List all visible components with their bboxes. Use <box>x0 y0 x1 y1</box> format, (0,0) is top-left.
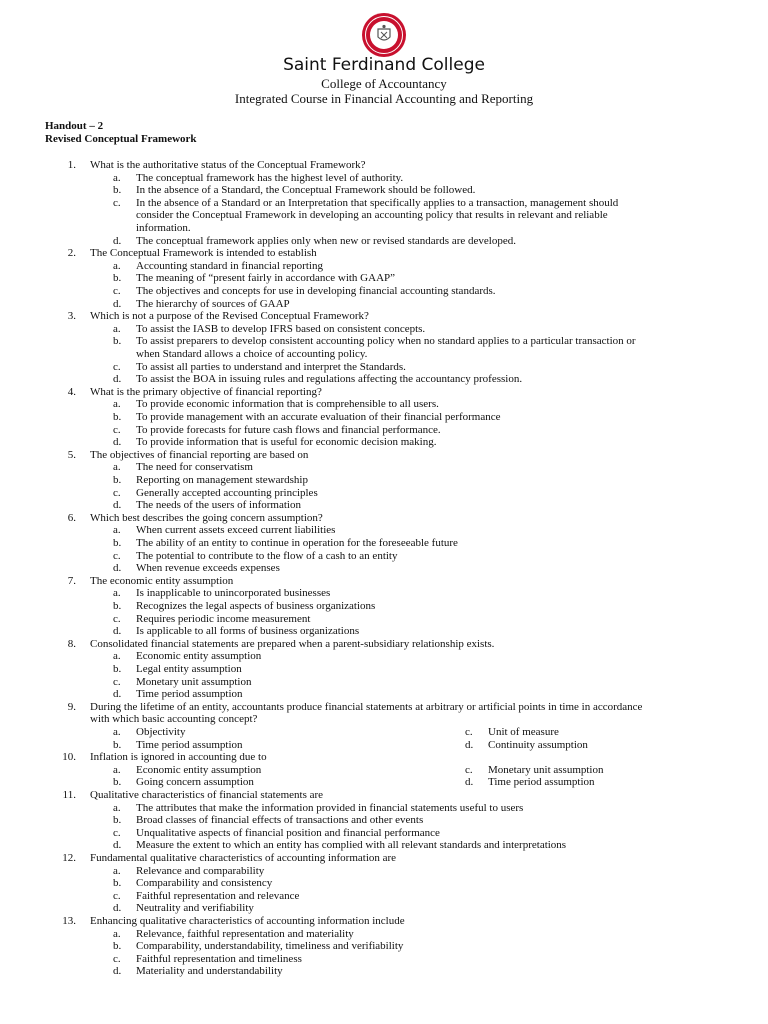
choice-text: Broad classes of financial effects of transactions and other events <box>136 814 424 827</box>
choice-letter: c. <box>113 826 121 839</box>
choice-text: Economic entity assumption <box>136 763 262 776</box>
question-number: 10. <box>62 751 76 764</box>
choice-text: consider the Conceptual Framework in developing an accounting policy that results in relevant and reliable <box>136 209 608 222</box>
choice-letter: d. <box>113 436 122 449</box>
question-text-continued: with which basic accounting concept? <box>90 713 258 726</box>
choice-text: Unqualitative aspects of financial position and financial performance <box>136 826 440 839</box>
choice-letter: c. <box>113 675 121 688</box>
choice-text: The objectives and concepts for use in developing financial accounting standards. <box>136 285 496 297</box>
choice-text: Economic entity assumption <box>136 650 262 663</box>
choice-text: Measure the extent to which an entity has complied with all relevant standards and interpretations <box>136 839 567 852</box>
choice-text: When revenue exceeds expenses <box>136 562 280 575</box>
choice-letter: c. <box>465 726 473 738</box>
choice-letter: b. <box>113 335 122 348</box>
question-text: Inflation is ignored in accounting due to <box>90 751 267 764</box>
choice-text: Time period assumption <box>136 688 243 701</box>
choice-text: To provide economic information that is comprehensible to all users. <box>136 398 439 411</box>
choice-letter: a. <box>113 763 121 776</box>
question-number: 11. <box>62 789 76 801</box>
choice-text: The needs of the users of information <box>136 499 301 512</box>
choice-text: To provide information that is useful for economic decision making. <box>136 436 437 449</box>
choice-text: Monetary unit assumption <box>488 763 604 776</box>
choice-text: The need for conservatism <box>136 461 253 474</box>
choice-letter: c. <box>113 196 121 209</box>
choice-letter: a. <box>113 864 121 877</box>
choice-letter: b. <box>113 272 122 285</box>
question-number: 8. <box>67 637 76 650</box>
choice-letter: d. <box>465 738 474 751</box>
question-number: 1. <box>67 159 76 171</box>
question-number: 3. <box>67 310 76 323</box>
choice-text: The attributes that make the information provided in financial statements useful to users <box>136 801 524 814</box>
question-text: The Conceptual Framework is intended to establish <box>90 247 317 260</box>
choice-letter: a. <box>113 650 121 663</box>
choice-letter: a. <box>113 171 121 184</box>
choice-text: To assist preparers to develop consistent accounting policy when no standard applies to a particular transaction or <box>136 335 636 348</box>
choice-text: When current assets exceed current liabilities <box>136 524 336 537</box>
choice-text: Is inapplicable to unincorporated businesses <box>136 587 331 600</box>
choice-text: information. <box>136 222 191 234</box>
choice-letter: b. <box>113 940 122 953</box>
choice-letter: b. <box>113 814 122 827</box>
question-text: Which best describes the going concern assumption? <box>90 511 323 524</box>
choice-text: To provide forecasts for future cash flows and financial performance. <box>136 423 441 436</box>
choice-letter: b. <box>113 600 122 612</box>
choice-text: Relevance, faithful representation and materiality <box>136 927 354 940</box>
choice-letter: a. <box>113 259 121 272</box>
choice-text: The potential to contribute to the flow of a cash to an entity <box>136 549 398 562</box>
question-number: 13. <box>62 915 76 927</box>
choice-text: To assist all parties to understand and interpret the Standards. <box>136 360 406 373</box>
question-number: 6. <box>67 511 76 524</box>
choice-letter: d. <box>113 562 122 575</box>
question-text: The objectives of financial reporting are based on <box>90 448 309 461</box>
choice-text: Recognizes the legal aspects of business organizations <box>136 600 376 612</box>
question-text: During the lifetime of an entity, accountants produce financial statements at arbitrary or artificial points in time in accordance <box>90 700 643 713</box>
choice-letter: a. <box>113 587 121 600</box>
choice-letter: a. <box>113 398 121 411</box>
choice-letter: d. <box>113 688 122 701</box>
question-number: 2. <box>67 247 76 260</box>
choice-text: In the absence of a Standard or an Interpretation that specifically applies to a transaction, management should <box>136 196 619 209</box>
choice-letter: c. <box>113 423 121 436</box>
choice-letter: c. <box>113 285 121 297</box>
choice-letter: c. <box>113 889 121 902</box>
question-number: 4. <box>67 385 76 398</box>
choice-text: Accounting standard in financial reporting <box>136 259 323 272</box>
handout-number: Handout – 2 <box>45 120 104 132</box>
choice-text: Materiality and understandability <box>136 965 283 978</box>
choice-letter: b. <box>113 776 122 789</box>
choice-letter: a. <box>113 461 121 474</box>
choice-text: Legal entity assumption <box>136 663 242 675</box>
question-text: What is the primary objective of financial reporting? <box>90 385 322 398</box>
choice-text: Neutrality and verifiability <box>136 902 254 915</box>
college-seal-icon <box>361 12 407 58</box>
choice-letter: c. <box>113 360 121 373</box>
choice-text: The conceptual framework applies only when new or revised standards are developed. <box>136 234 516 247</box>
choice-text: Time period assumption <box>488 776 595 789</box>
question-text: Which is not a purpose of the Revised Conceptual Framework? <box>90 310 369 323</box>
choice-text: The hierarchy of sources of GAAP <box>136 297 290 310</box>
choice-letter: b. <box>113 537 122 549</box>
choice-text: Objectivity <box>136 726 186 738</box>
choice-text: The ability of an entity to continue in operation for the foreseeable future <box>136 537 458 549</box>
choice-letter: d. <box>465 776 474 789</box>
choice-text: Relevance and comparability <box>136 864 265 877</box>
question-number: 12. <box>62 852 76 864</box>
question-number: 5. <box>67 448 76 461</box>
choice-letter: b. <box>113 738 122 751</box>
choice-letter: c. <box>113 952 121 965</box>
question-text: The economic entity assumption <box>90 574 234 587</box>
choice-letter: b. <box>113 877 122 890</box>
choice-letter: b. <box>113 184 122 197</box>
course-title: Integrated Course in Financial Accounting and Reporting <box>234 91 534 106</box>
choice-letter: d. <box>113 234 122 247</box>
choice-letter: b. <box>113 663 122 675</box>
choice-letter: d. <box>113 297 122 310</box>
question-number: 9. <box>67 700 76 713</box>
choice-text: The conceptual framework has the highest level of authority. <box>136 171 404 184</box>
question-text: Fundamental qualitative characteristics of accounting information are <box>90 852 397 864</box>
choice-text: Continuity assumption <box>488 738 588 751</box>
choice-text: Is applicable to all forms of business organizations <box>136 625 360 638</box>
choice-letter: d. <box>113 839 122 852</box>
department-name: College of Accountancy <box>321 76 447 91</box>
college-name: Saint Ferdinand College <box>283 55 485 75</box>
choice-letter: c. <box>113 612 121 625</box>
choice-text: In the absence of a Standard, the Conceptual Framework should be followed. <box>136 184 476 197</box>
choice-letter: d. <box>113 499 122 512</box>
choice-letter: d. <box>113 902 122 915</box>
choice-letter: a. <box>113 801 121 814</box>
choice-letter: d. <box>113 625 122 638</box>
choice-letter: a. <box>113 726 121 738</box>
choice-text: The meaning of “present fairly in accordance with GAAP” <box>136 272 396 285</box>
choice-text: Comparability and consistency <box>136 877 273 890</box>
choice-text: Time period assumption <box>136 738 243 751</box>
question-number: 7. <box>67 574 76 587</box>
choice-text: To assist the IASB to develop IFRS based on consistent concepts. <box>136 322 426 335</box>
choice-text: Faithful representation and relevance <box>136 889 300 902</box>
question-text: Enhancing qualitative characteristics of accounting information include <box>90 915 405 927</box>
choice-letter: c. <box>113 486 121 499</box>
choice-letter: d. <box>113 965 122 978</box>
question-text: Consolidated financial statements are prepared when a parent-subsidiary relationship exists. <box>90 637 495 650</box>
question-text: Qualitative characteristics of financial statements are <box>90 789 324 801</box>
choice-text: Monetary unit assumption <box>136 675 252 688</box>
choice-text: when Standard allows a choice of accounting policy. <box>136 348 368 360</box>
choice-letter: a. <box>113 322 121 335</box>
choice-letter: a. <box>113 524 121 537</box>
choice-text: Generally accepted accounting principles <box>136 486 318 499</box>
choice-text: Requires periodic income measurement <box>136 612 311 625</box>
choice-letter: b. <box>113 474 122 486</box>
choice-letter: a. <box>113 927 121 940</box>
choice-letter: c. <box>113 549 121 562</box>
choice-text: To provide management with an accurate evaluation of their financial performance <box>136 411 501 423</box>
choice-text: Comparability, understandability, timeliness and verifiability <box>136 940 404 953</box>
question-text: What is the authoritative status of the Conceptual Framework? <box>90 159 366 171</box>
choice-letter: c. <box>465 763 473 776</box>
choice-text: Reporting on management stewardship <box>136 474 308 486</box>
choice-letter: d. <box>113 373 122 386</box>
choice-text: To assist the BOA in issuing rules and regulations affecting the accountancy profession. <box>136 373 523 386</box>
choice-text: Going concern assumption <box>136 776 254 789</box>
choice-text: Faithful representation and timeliness <box>136 952 302 965</box>
choice-text: Unit of measure <box>488 726 559 738</box>
choice-letter: b. <box>113 411 122 423</box>
handout-topic: Revised Conceptual Framework <box>45 133 197 145</box>
